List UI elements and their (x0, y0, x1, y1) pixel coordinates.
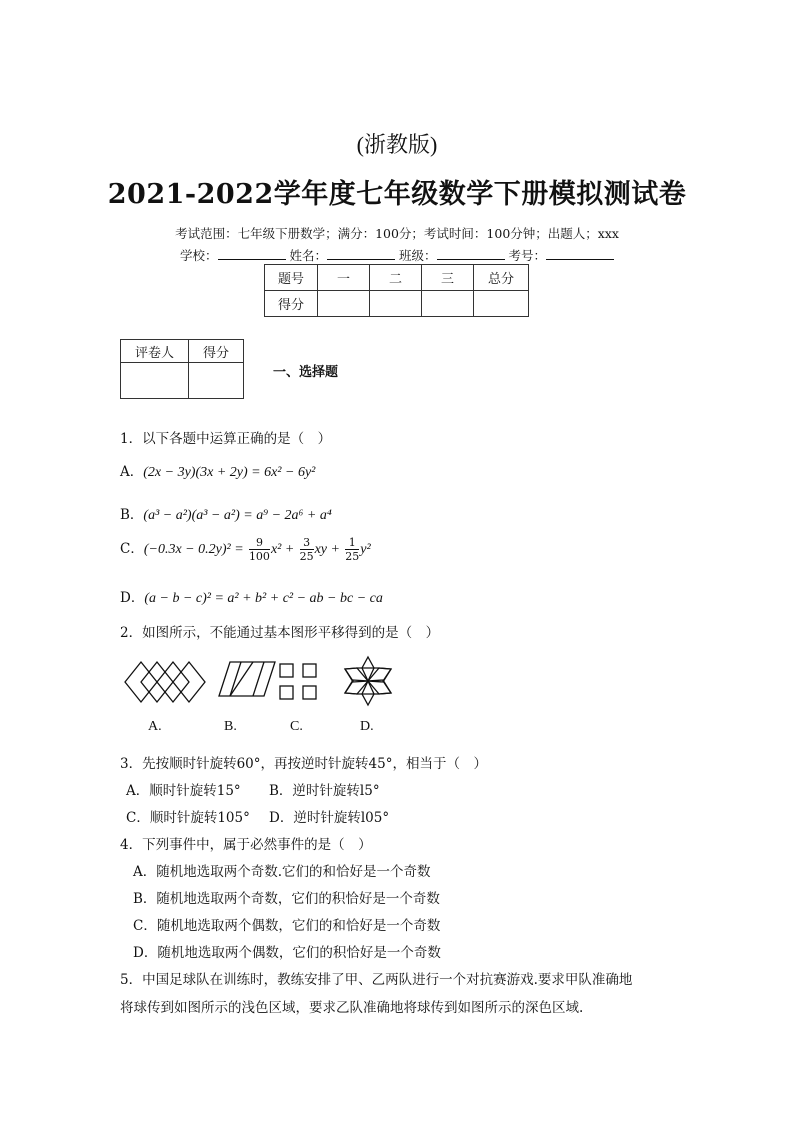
student-info-line (0, 246, 794, 264)
edition-label: (浙教版) (356, 132, 438, 157)
id-label: 考号： (508, 248, 546, 263)
name-label: 姓名： (289, 248, 327, 263)
grader-score-header: 得分 (189, 340, 244, 363)
q3-option-a: A．顺时针旋转15° (126, 783, 241, 799)
score-header-1: 一 (318, 265, 370, 291)
score-cell (318, 291, 370, 317)
q4-option-c: C．随机地选取两个偶数，它们的和恰好是一个奇数 (133, 918, 441, 934)
q2-stem: 2．如图所示，不能通过基本图形平移得到的是（ ） (120, 625, 440, 641)
q2-label-b: B. (224, 719, 237, 734)
q4-stem: 4．下列事件中，属于必然事件的是（ ） (120, 837, 372, 853)
score-header-3: 三 (422, 265, 474, 291)
score-cell (422, 291, 474, 317)
score-header-total: 总分 (474, 265, 529, 291)
score-header-2: 二 (370, 265, 422, 291)
q2-label-a: A. (148, 719, 162, 734)
q2-label-d: D. (360, 719, 374, 734)
q3-option-b: B．逆时针旋转l5° (269, 783, 380, 799)
name-blank (327, 247, 395, 260)
score-table (264, 264, 529, 317)
exam-info: 考试范围：七年级下册数学；满分：100分；考试时间：100分钟；出题人；xxx (175, 226, 619, 241)
score-cell (474, 291, 529, 317)
q1-option-d: D．(a − b − c)² = a² + b² + c² − ab − bc − ca (120, 590, 383, 606)
school-label: 学校： (179, 248, 218, 263)
q1-option-a: A．(2x − 3y)(3x + 2y) = 6x² − 6y² (120, 464, 316, 480)
section-title: 一、选择题 (273, 365, 339, 380)
class-blank (437, 247, 505, 260)
q4-option-a: A．随机地选取两个奇数.它们的和恰好是一个奇数 (133, 864, 431, 880)
figure-b-parallelogram (219, 662, 275, 696)
q2-figures (120, 652, 410, 712)
q5-line1: 5．中国足球队在训练时，教练安排了甲、乙两队进行一个对抗赛游戏.要求甲队准确地 (120, 972, 633, 988)
score-row-label: 得分 (265, 291, 318, 317)
grader-score-cell (189, 363, 244, 399)
q1-stem: 1．以下各题中运算正确的是（ ） (120, 431, 332, 447)
q3-option-c: C．顺时针旋转105° (126, 810, 250, 826)
grader-cell (121, 363, 189, 399)
page-title: 2021-2022学年度七年级数学下册模拟测试卷 (107, 179, 687, 210)
score-cell (370, 291, 422, 317)
grader-table (120, 339, 244, 399)
q4-option-d: D．随机地选取两个偶数，它们的积恰好是一个奇数 (133, 945, 441, 961)
q1-option-b: B．(a³ − a²)(a³ − a²) = a⁹ − 2a⁶ + a⁴ (120, 507, 332, 523)
figure-a-diamonds (125, 662, 205, 702)
q4-option-b: B．随机地选取两个奇数，它们的积恰好是一个奇数 (133, 891, 440, 907)
q3-option-d: D．逆时针旋转l05° (269, 810, 390, 826)
class-label: 班级： (398, 248, 437, 263)
q1-option-c: C．(−0.3x − 0.2y)² = $\frac{9}{100}$ x² + $\frac{3}{25}$ xy + $\frac{1}{25}$ y² (120, 536, 371, 563)
figure-c-squares (280, 664, 316, 699)
q2-label-c: C. (290, 719, 303, 734)
score-header-qnum: 题号 (265, 265, 318, 291)
school-blank (218, 247, 286, 260)
q5-line2: 将球传到如图所示的浅色区域，要求乙队准确地将球传到如图所示的深色区域. (120, 1000, 584, 1016)
id-blank (546, 247, 614, 260)
q3-stem: 3．先按顺时针旋转60°，再按逆时针旋转45°，相当于（ ） (120, 756, 487, 772)
grader-header: 评卷人 (121, 340, 189, 363)
figure-d-star (345, 657, 391, 705)
